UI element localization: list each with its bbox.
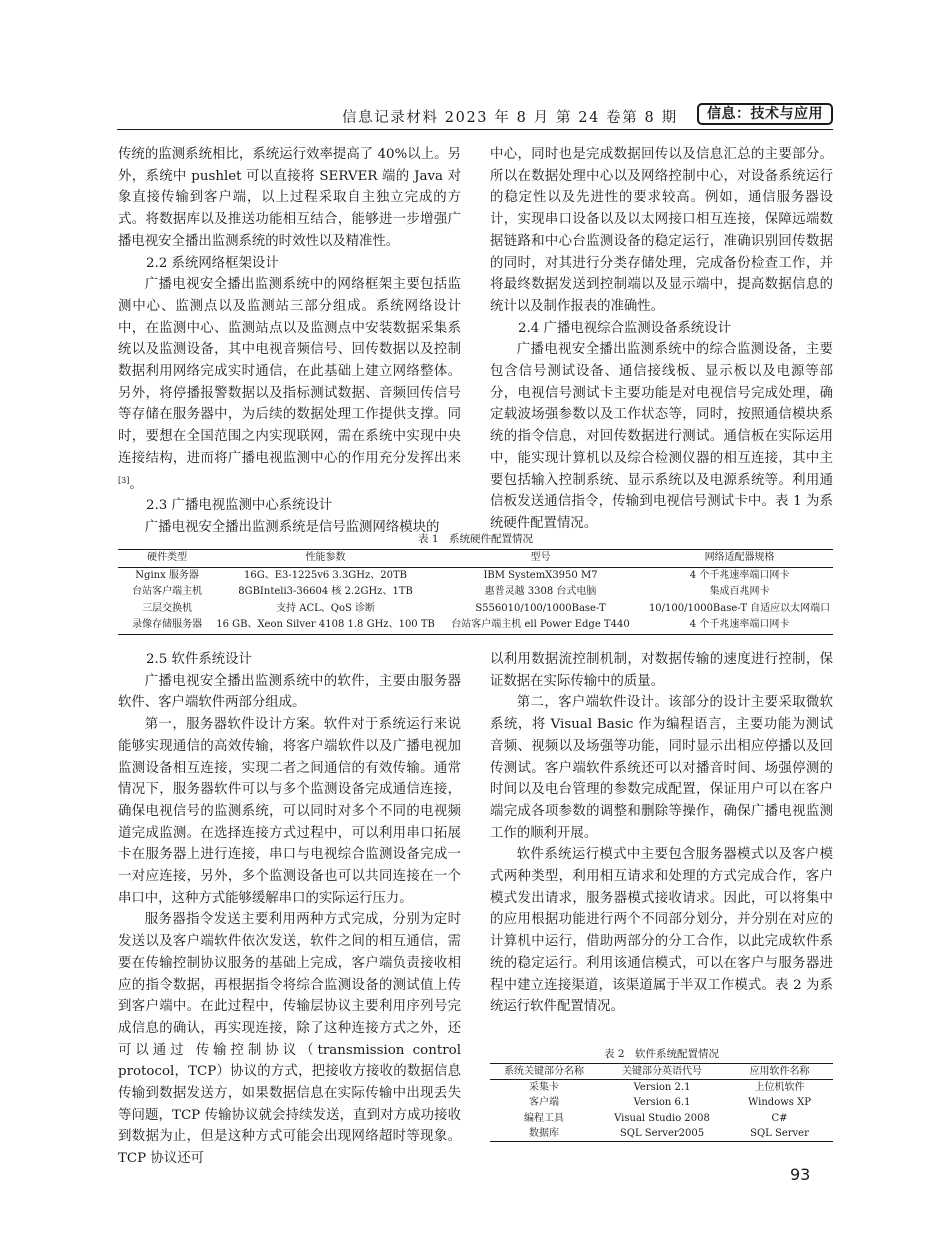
table-row (490, 1111, 833, 1126)
table-cell: 采集卡 (529, 1082, 559, 1094)
section-heading-2-2: 2.2 系统网络框架设计 (146, 255, 279, 271)
table-cell: C# (771, 1112, 788, 1124)
table-cell: 支持 ACL、QoS 诊断 (276, 602, 376, 614)
paragraph: 服务器指令发送主要利用两种方式完成，分别为定时发送以及客户端软件依次发送，软件之间的相互通信，需要在传输控制协议服务的基础上完成，客户端负责接收相应的指令数据，再根据指令将综合监测设备的测试值上传到客户端中。在此过程中，传输层协议主要利用序列号完成信息的确认，再实现连接，除了这种连接方式之外，还可以通过 传输控制协议（transmission control protocol，TCP）协议的方式，把接收方接收的数据信息传输到数据发送方，如果数据信息在实际传输中出现丢失等问题，TCP 传输协议就会持续发送，直到对方成功接收到数据为止，但是这种方式可能会出现网络超时等现象。TCP 协议还可 (118, 912, 461, 1167)
table-1-caption: 表 1 系统硬件配置情况 (417, 533, 534, 545)
table-row (490, 1126, 833, 1142)
table-cell: Windows XP (748, 1097, 811, 1109)
table-cell: 上位机软件 (754, 1082, 805, 1094)
paragraph: 广播电视安全播出监测系统中的综合监测设备，主要包含信号测试设备、通信接线板、显示板以及电源等部分，电视信号测试卡主要功能是对电视信号完成处理，确定载波场强参数以及工作状态等，同时，按照通信模块系统的指令信息，对回传数据进行测试。通信板在实际运用中，能实现计算机以及综合检测仪器的相互连接，其中主要包括输入控制系统、显示系统以及电源系统等。利用通信板发送通信指令，传输到电视信号测试卡中。表 1 为系统硬件配置情况。 (490, 342, 833, 531)
table-cell: 台站客户端主机 (132, 586, 203, 598)
citation: [3] (118, 475, 130, 485)
paragraph-text: 广播电视安全播出监测系统中的网络框架主要包括监测中心、监测点以及监测站三部分组成。系统网络设计中，在监测中心、监测站点以及监测点中安装数据采集系统以及监测设备，其中电视音频信号、回传数据以及控制数据利用网络完成实时通信，在此基础上建立网络整体。另外，将停播报警数据以及指标测试数据、音频回传信号等存储在服务器中，为后续的数据处理工作提供支撑。同时，要想在全国范围之内实现联网，需在系统中实现中央连接结构，进而将广播电视监测中心的作用充分发挥出来 (118, 277, 461, 466)
table-cell: Version 6.1 (633, 1097, 691, 1109)
table-cell: 10/100/1000Base-T 自适应以太网端口 (648, 602, 831, 614)
paragraph: 第二，客户端软件设计。该部分的设计主要采取微软系统，将 Visual Basic 作为编程语言，主要功能为测试音频、视频以及场强等功能，同时显示出相应停播以及回传测试。客户端软件系统还可以对播音时间、场强停测的时间以及电台管理的参数完成配置，保证用户可以在客户端完成各项参数的调整和删除等操作，确保广播电视监测工作的顺利开展。 (490, 695, 833, 841)
section-heading-2-3: 2.3 广播电视监测中心系统设计 (146, 498, 333, 514)
table-cell: SQL Server (726, 1126, 833, 1142)
table-row (490, 1080, 833, 1096)
table-cell: IBM SystemX3950 M7 (483, 569, 598, 581)
table-cell: Visual Studio 2008 (614, 1112, 710, 1124)
paragraph (118, 274, 461, 495)
paragraph: 中心，同时也是完成数据回传以及信息汇总的主要部分。所以在数据处理中心以及网络控制中心，对设备系统运行的稳定性以及先进性的要求较高。例如，通信服务器设计，实现串口设备以及以太网接口相互连接，保障远端数据链路和中心台监测设备的稳定运行，准确识别回传数据的同时，对其进行分类存储处理，完成备份检查工作，并将最终数据发送到控制端以及显示端中，提高数据信息的统计以及制作报表的准确性。 (490, 147, 833, 314)
table-row (118, 601, 833, 618)
table-cell: 4 个千兆速率端口网卡 (689, 569, 790, 581)
table-cell: 4 个千兆速率端口网卡 (646, 617, 833, 634)
paragraph: 广播电视安全播出监测系统中的软件，主要由服务器软件、客户端软件两部分组成。 (118, 673, 461, 711)
paragraph: 第一，服务器软件设计方案。软件对于系统运行来说能够实现通信的高效传输，将客户端软件以及广播电视加监测设备相互连接，实现二者之间通信的有效传输。通常情况下，服务器软件可以与多个监测设备完成通信连接，确保电视信号的监测系统，可以同时对多个不同的电视频道完成监测。在选择连接方式过程中，可以利用串口拓展卡在服务器上进行连接，串口与电视综合监测设备完成一一对应连接，另外，多个监测设备也可以共同连接在一个串口中，这种方式能够缓解串口的实际运行压力。 (118, 717, 461, 906)
table-row (490, 1095, 833, 1110)
table-cell: 编程工具 (524, 1112, 564, 1124)
paragraph-text: 。 (129, 476, 143, 492)
column-header: 系统关键部分名称 (490, 1064, 598, 1080)
table-row (118, 584, 833, 601)
column-header: 网络适配器规格 (646, 550, 833, 568)
table-cell: Version 2.1 (633, 1082, 691, 1094)
table-cell: 惠普灵越 3308 台式电脑 (484, 586, 597, 598)
table-cell: S556010/100/1000Base-T (475, 602, 606, 614)
header-rule (117, 129, 833, 130)
section-tag: 信息：技术与应用 (697, 103, 833, 125)
left-column-bottom (118, 649, 461, 1170)
section-heading-2-5: 2.5 软件系统设计 (146, 652, 252, 667)
table-cell: 台站客户端主机 ell Power Edge T440 (435, 617, 646, 634)
table-cell: 数据库 (490, 1126, 598, 1142)
table-cell: SQL Server2005 (598, 1126, 726, 1142)
table-row (118, 567, 833, 584)
hardware-config-table (118, 549, 833, 635)
left-column-top (118, 144, 461, 539)
table-cell: Nginx 服务器 (135, 569, 199, 581)
column-header: 性能参数 (216, 550, 435, 568)
running-header (0, 102, 950, 132)
column-header: 硬件类型 (118, 550, 216, 568)
table-header-row (118, 550, 833, 568)
table-cell: 录像存储服务器 (118, 617, 216, 634)
column-header: 关键部分英语代号 (598, 1064, 726, 1080)
table-cell: 16G、E3-1225v6 3.3GHz、20TB (244, 569, 408, 581)
software-config-table (490, 1063, 833, 1142)
page-number: 93 (790, 1165, 811, 1184)
table-header-row (490, 1064, 833, 1080)
table-cell: 三层交换机 (142, 602, 193, 614)
right-column-top (490, 144, 833, 535)
journal-title: 信息记录材料 2023 年 8 月 第 24 卷第 8 期 (342, 110, 678, 126)
paragraph: 软件系统运行模式中主要包含服务器模式以及客户模式两种类型，利用相互请求和处理的方式完成合作，客户模式发出请求，服务器模式接收请求。因此，可以将集中的应用根据功能进行两个不同部分划分，并分别在对应的计算机中运行，借助两部分的分工合作，以此完成软件系统的稳定运行。利用该通信模式，可以在客户与服务器进程中建立连接渠道，该渠道属于半双工作模式。表 2 为系统运行软件配置情况。 (490, 847, 833, 1015)
section-heading-2-4: 2.4 广播电视综合监测设备系统设计 (518, 320, 732, 336)
table-cell: 客户端 (529, 1097, 559, 1109)
right-column-bottom (490, 649, 833, 1018)
table-cell: 集成百兆网卡 (709, 586, 770, 598)
paragraph: 传统的监测系统相比，系统运行效率提高了 40%以上。另外，系统中 pushlet 可以直接将 SERVER 端的 Java 对象直接传输到客户端，以上过程采取自主独立完成的方式。将数据库以及推送功能相互结合，能够进一步增强广播电视安全播出监测系统的时效性以及精准性。 (118, 147, 461, 249)
column-header: 型号 (435, 550, 646, 568)
table-cell: 16 GB、Xeon Silver 4108 1.8 GHz、100 TB (216, 617, 435, 634)
table-2-caption: 表 2 软件系统配置情况 (603, 1048, 720, 1060)
paragraph: 以利用数据流控制机制，对数据传输的速度进行控制，保证数据在实际传输中的质量。 (490, 652, 833, 689)
paragraph: 广播电视安全播出监测系统是信号监测网络模块的 (144, 519, 440, 535)
table-row (118, 617, 833, 634)
column-header: 应用软件名称 (726, 1064, 833, 1080)
table-cell: 8GBInteli3-36604 核 2.2GHz、1TB (238, 586, 413, 598)
